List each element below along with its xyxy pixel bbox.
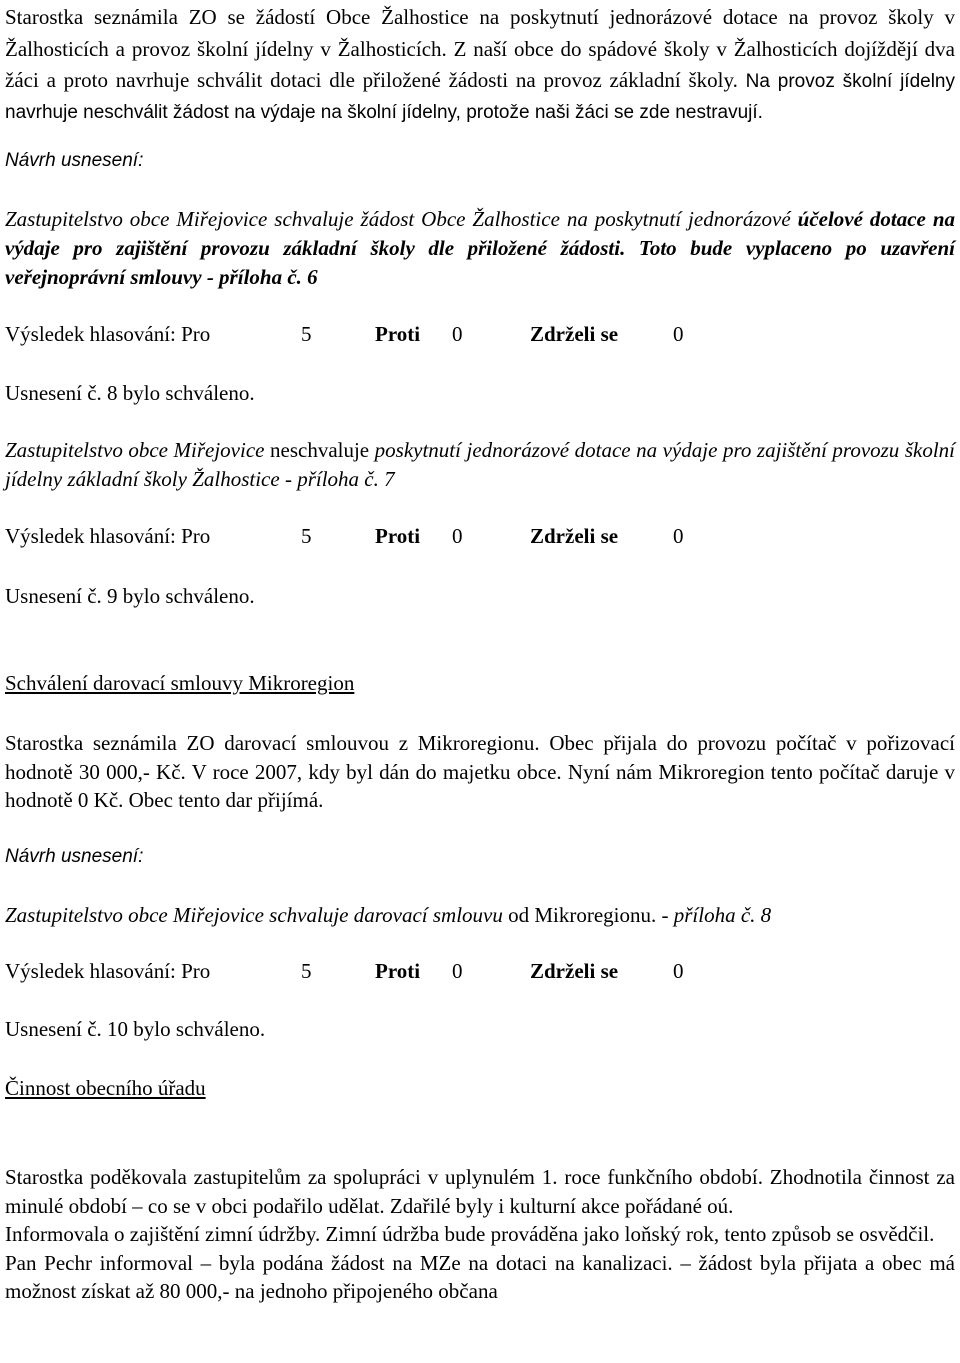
resolution-3-b: od Mikroregionu.: [502, 903, 662, 927]
vote-result-2: [5, 524, 705, 552]
vote-zdrzeli: 0: [673, 322, 684, 346]
mikroregion-paragraph: Starostka seznámila ZO darovací smlouvou z Mikroregionu. Obec přijala do provozu počítač v pořizovací hodnotě 30 000,- Kč. V roce 2007, kdy byl dán do majetku obce. Nyní nám Mikroregion tento počítač daruje v hodnotě 0 Kč. Obec tento dar přijímá.: [5, 731, 955, 812]
vote-proti: 0: [452, 322, 463, 346]
vote-result-1: [5, 322, 705, 350]
intro-paragraph: [5, 3, 955, 128]
navrh-usneseni-label-2: Návrh usnesení:: [5, 846, 144, 867]
vote-label: Výsledek hlasování: Pro: [5, 322, 211, 346]
resolution-3: [5, 901, 955, 930]
resolution-2-c: poskytnutí jednorázové dotace na výdaje pro zajištění provozu školní jídelny základní školy Žalhostice - příloha č.: [5, 438, 955, 491]
resolution-2: [5, 436, 955, 494]
heading-mikroregion: Schválení darovací smlouvy Mikroregion: [5, 671, 355, 695]
vote-label: Výsledek hlasování: Pro: [5, 959, 211, 983]
resolution-2-b: neschvaluje: [270, 438, 370, 462]
vote-zdrzeli-label: Zdrželi se: [530, 322, 619, 346]
resolution-2-a: Zastupitelstvo obce Miřejovice: [5, 438, 270, 462]
vote-pro: 5: [301, 524, 312, 548]
cinnost-paragraph-1: Starostka poděkovala zastupitelům za spolupráci v uplynulém 1. roce funkčního období. Zhodnotila činnost za minulé období – co se v obci podařilo udělat. Zdařilé byly i kulturní akce pořádané oú.: [5, 1165, 955, 1218]
vote-proti-label: Proti: [375, 524, 421, 548]
cinnost-section: [5, 1163, 955, 1306]
vote-pro: 5: [301, 959, 312, 983]
vote-pro: 5: [301, 322, 312, 346]
intro-text-part2: Na provoz školní jídelny navrhuje neschválit žádost na výdaje na školní jídelny, protože naši žáci se zde nestravují.: [5, 71, 955, 123]
vote-zdrzeli-label: Zdrželi se: [530, 959, 619, 983]
resolution-3-a: Zastupitelstvo obce Miřejovice schvaluje darovací smlouvu: [5, 903, 503, 927]
usneseni-8: Usnesení č. 8 bylo schváleno.: [5, 381, 255, 405]
intro-text-part1: Starostka seznámila ZO se žádostí Obce Žalhostice na poskytnutí jednorázové dotace na provoz školy v Žalhosticích a provoz školní jídelny v Žalhosticích. Z naší obce do spádové školy v Žalhosticích dojíždějí dva žáci a proto navrhuje schválit dotaci dle přiložené žádosti na provoz základní školy.: [5, 5, 955, 92]
resolution-1: [5, 205, 955, 292]
vote-label: Výsledek hlasování: Pro: [5, 524, 211, 548]
resolution-2-d: 7: [378, 467, 395, 491]
cinnost-paragraph-3: Pan Pechr informoval – byla podána žádost na MZe na dotaci na kanalizaci. – žádost byla přijata a obec má možnost získat až 80 000,- na jednoho připojeného občana: [5, 1250, 955, 1303]
vote-zdrzeli: 0: [673, 524, 684, 548]
vote-zdrzeli-label: Zdrželi se: [530, 524, 619, 548]
navrh-usneseni-label: Návrh usnesení:: [5, 150, 144, 171]
heading-cinnost: Činnost obecního úřadu: [5, 1076, 206, 1100]
cinnost-paragraph-2: Informovala o zajištění zimní údržby. Zimní údržba bude prováděna jako loňský rok, tento způsob se osvědčil.: [5, 1222, 935, 1246]
resolution-1-end: 6: [301, 265, 318, 289]
resolution-1-bold: účelové dotace na výdaje pro zajištění provozu základní školy dle přiložené žádosti. Toto bude vyplaceno po uzavření veřejnoprávní smlouvy - příloha č.: [5, 207, 956, 289]
usneseni-9: Usnesení č. 9 bylo schváleno.: [5, 584, 255, 608]
resolution-3-c: - příloha č.: [661, 903, 756, 927]
vote-proti-label: Proti: [375, 322, 421, 346]
vote-proti: 0: [452, 959, 463, 983]
vote-proti: 0: [452, 524, 463, 548]
vote-zdrzeli: 0: [673, 959, 684, 983]
vote-result-3: [5, 959, 705, 987]
vote-proti-label: Proti: [375, 959, 421, 983]
resolution-1-start: Zastupitelstvo obce Miřejovice schvaluje žádost Obce Žalhostice na poskytnutí jednorázové: [5, 207, 798, 231]
usneseni-10: Usnesení č. 10 bylo schváleno.: [5, 1017, 266, 1041]
resolution-3-d: 8: [755, 903, 772, 927]
